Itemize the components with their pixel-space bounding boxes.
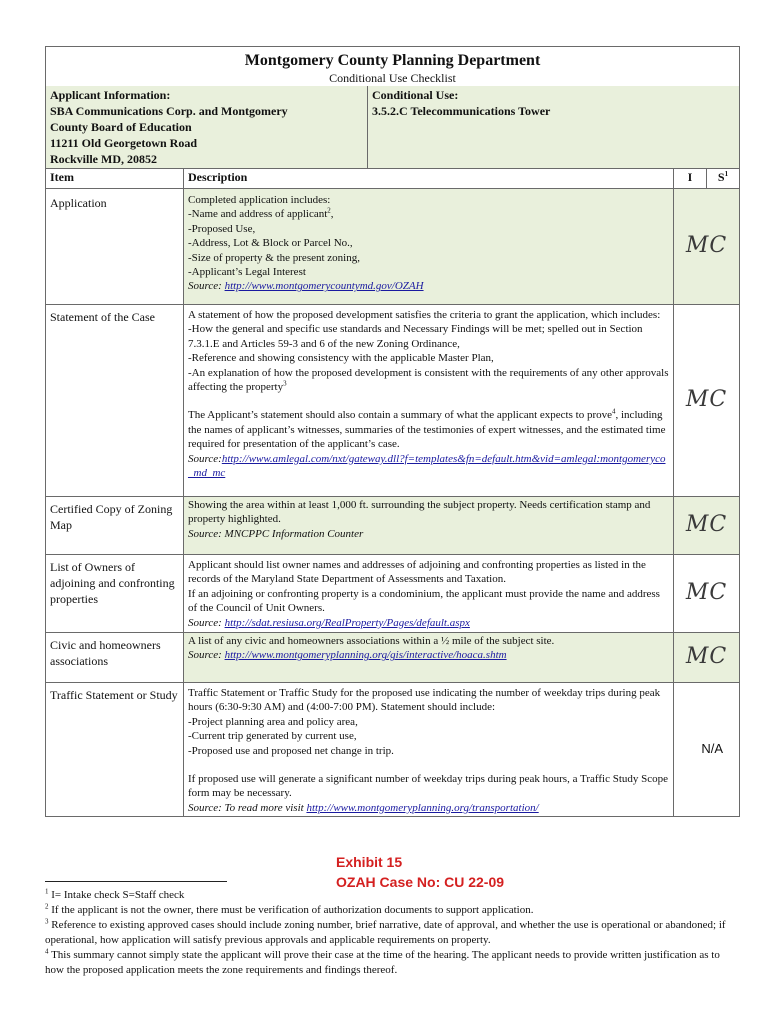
- desc-line: -Proposed Use,: [188, 222, 256, 235]
- desc-text: , including the names of applicant’s witnesses, summaries of the testimonies of expert witnesses, and the estimated time required for presentation of the applicant’s case.: [188, 409, 666, 451]
- footnote-number: 3: [45, 917, 49, 926]
- applicant-name-1: SBA Communications Corp. and Montgomery: [50, 104, 288, 118]
- description-statement-of-case: [184, 305, 674, 497]
- conditional-use-info: [368, 86, 740, 169]
- desc-text: A list of any civic and homeowners associations within a ½ mile of the subject site.: [188, 635, 555, 647]
- footnote-divider: [45, 881, 227, 882]
- exhibit-number: Exhibit 15: [336, 854, 403, 870]
- desc-text: The Applicant’s statement should also contain a summary of what the applicant expects to prove: [188, 409, 612, 422]
- case-number: OZAH Case No: CU 22-09: [336, 874, 505, 890]
- department-title: Montgomery County Planning Department: [244, 52, 541, 69]
- desc-line: -Address, Lot & Block or Parcel No.,: [188, 237, 353, 250]
- desc-line: Completed application includes:: [188, 194, 331, 206]
- footnote-ref-1: 1: [724, 170, 729, 178]
- desc-line: -Current trip generated by current use,: [188, 730, 357, 743]
- footnote-ref-2: 2: [327, 206, 331, 215]
- desc-text: If proposed use will generate a significant number of weekday trips during peak hours, a Traffic Study Scope form may be necessary.: [188, 773, 669, 800]
- footnotes: [45, 888, 739, 978]
- table-row: [46, 497, 740, 555]
- applicant-address-2: Rockville MD, 20852: [50, 152, 157, 166]
- column-header-staff: [707, 169, 740, 189]
- applicant-name-2: County Board of Education: [50, 120, 192, 134]
- desc-line-text: -An explanation of how the proposed development is consistent with the requirements of any other approvals affecting the property: [188, 366, 669, 394]
- column-header-item: Item: [46, 169, 184, 189]
- desc-paragraph: [188, 408, 669, 451]
- desc-text: Showing the area within at least 1,000 ft. surrounding the subject property. Needs certification stamp and property highlighted.: [188, 499, 651, 526]
- source-link[interactable]: http://www.montgomerycountymd.gov/OZAH: [224, 280, 424, 293]
- desc-line: [188, 366, 669, 395]
- source-link[interactable]: http://sdat.resiusa.org/RealProperty/Pages/default.aspx: [224, 616, 470, 629]
- source-label: Source:: [188, 452, 222, 465]
- intake-staff-initials: MC: [674, 305, 740, 497]
- footnote-text: If the applicant is not the owner, there must be verification of authorization documents to support application.: [51, 904, 534, 916]
- applicant-info: [46, 86, 368, 169]
- source-link[interactable]: http://www.montgomeryplanning.org/transportation/: [306, 801, 539, 814]
- item-application: Application: [46, 189, 184, 305]
- footnote: [45, 888, 739, 903]
- desc-line: Traffic Statement or Traffic Study for the proposed use indicating the number of weekday trips during peak hours (6:30-9:30 AM) and (4:00-7:00 PM). Statement should include:: [188, 687, 661, 714]
- table-row: [46, 305, 740, 497]
- footnote: [45, 918, 739, 948]
- desc-line-text: -Name and address of applicant: [188, 208, 328, 221]
- footnote-text: This summary cannot simply state the applicant will prove their case at the time of the hearing. The applicant needs to provide written justification as to how the proposed application meets the zone requirements and findings thereof.: [45, 949, 720, 976]
- intake-staff-initials: MC: [674, 497, 740, 555]
- source-line: Source: MNCPPC Information Counter: [188, 527, 364, 540]
- checklist-subtitle: Conditional Use Checklist: [329, 71, 456, 85]
- source-label: Source: To read more visit: [188, 801, 307, 814]
- item-zoning-map: Certified Copy of Zoning Map: [46, 497, 184, 555]
- title-cell: [46, 47, 740, 87]
- table-row: [46, 189, 740, 305]
- source-label: Source:: [188, 616, 225, 629]
- source-line: [188, 801, 669, 815]
- source-line: [188, 452, 669, 481]
- footnote-ref-4: 4: [612, 407, 616, 416]
- description-traffic-statement: [184, 683, 674, 817]
- desc-line: -Size of property & the present zoning,: [188, 251, 360, 264]
- desc-line: -Reference and showing consistency with the applicable Master Plan,: [188, 352, 494, 365]
- desc-text: If an adjoining or confronting property is a condominium, the applicant must provide the name and address of the Council of Unit Owners.: [188, 587, 660, 615]
- table-row: [46, 555, 740, 633]
- table-row: [46, 683, 740, 817]
- applicant-label: Applicant Information:: [50, 88, 171, 102]
- desc-text: Applicant should list owner names and addresses of adjoining and confronting properties as listed in the records of the Maryland State Department of Assessments and Taxation.: [188, 559, 646, 586]
- source-link[interactable]: http://www.amlegal.com/nxt/gateway.dll?f=templates&fn=default.htm&vid=amlegal:montgomeryco_md_mc: [188, 452, 666, 480]
- checklist-form: [45, 46, 739, 817]
- description-application: [184, 189, 674, 305]
- source-line: [188, 279, 669, 293]
- staff-header-text: S: [717, 170, 725, 184]
- source-line: [188, 616, 669, 630]
- source-link[interactable]: http://www.montgomeryplanning.org/gis/interactive/hoaca.shtm: [224, 649, 507, 662]
- intake-staff-initials: MC: [674, 555, 740, 633]
- checklist-table: [45, 46, 740, 817]
- description-list-of-owners: [184, 555, 674, 633]
- conditional-use-label: Conditional Use:: [372, 88, 459, 102]
- footnote-number: 1: [45, 887, 49, 896]
- item-traffic-statement: Traffic Statement or Study: [46, 683, 184, 817]
- desc-line: A statement of how the proposed development satisfies the criteria to grant the application, which includes:: [188, 309, 661, 321]
- source-label: Source:: [188, 649, 225, 662]
- item-statement-of-case: Statement of the Case: [46, 305, 184, 497]
- description-zoning-map: [184, 497, 674, 555]
- desc-line: -Proposed use and proposed net change in trip.: [188, 744, 394, 757]
- intake-staff-initials: MC: [674, 633, 740, 683]
- footnote-number: 4: [45, 947, 49, 956]
- item-list-of-owners: List of Owners of adjoining and confronting properties: [46, 555, 184, 633]
- desc-line: -How the general and specific use standards and Necessary Findings will be met; spelled out in Section 7.3.1.E and Articles 59-3 and 6 of the new Zoning Ordinance,: [188, 323, 643, 350]
- footnote: [45, 903, 739, 918]
- footnote: [45, 948, 739, 978]
- footnote-text: Reference to existing approved cases should include zoning number, brief narrative, date of approval, and whether the use is operational or abandoned; if operational, how application will satisfy previous approvals and applicable requirements on property.: [45, 919, 726, 946]
- item-civic-associations: Civic and homeowners associations: [46, 633, 184, 683]
- footnote-text: I= Intake check S=Staff check: [51, 889, 185, 901]
- intake-staff-status: N/A: [674, 683, 740, 817]
- desc-line: -Name and address of applicant$^2$,: [188, 206, 334, 221]
- conditional-use-value: 3.5.2.C Telecommunications Tower: [372, 104, 551, 118]
- footnote-ref-3: 3: [283, 379, 287, 388]
- source-line: [188, 648, 669, 662]
- applicant-address-1: 11211 Old Georgetown Road: [50, 136, 198, 150]
- desc-line: -Project planning area and policy area,: [188, 715, 358, 728]
- desc-line: -Applicant’s Legal Interest: [188, 266, 306, 279]
- table-row: [46, 633, 740, 683]
- intake-staff-initials: MC: [674, 189, 740, 305]
- description-civic-associations: [184, 633, 674, 683]
- column-header-intake: I: [674, 169, 707, 189]
- footnote-number: 2: [45, 902, 49, 911]
- source-label: Source:: [188, 280, 225, 293]
- column-header-description: Description: [184, 169, 674, 189]
- exhibit-stamp: [336, 852, 504, 892]
